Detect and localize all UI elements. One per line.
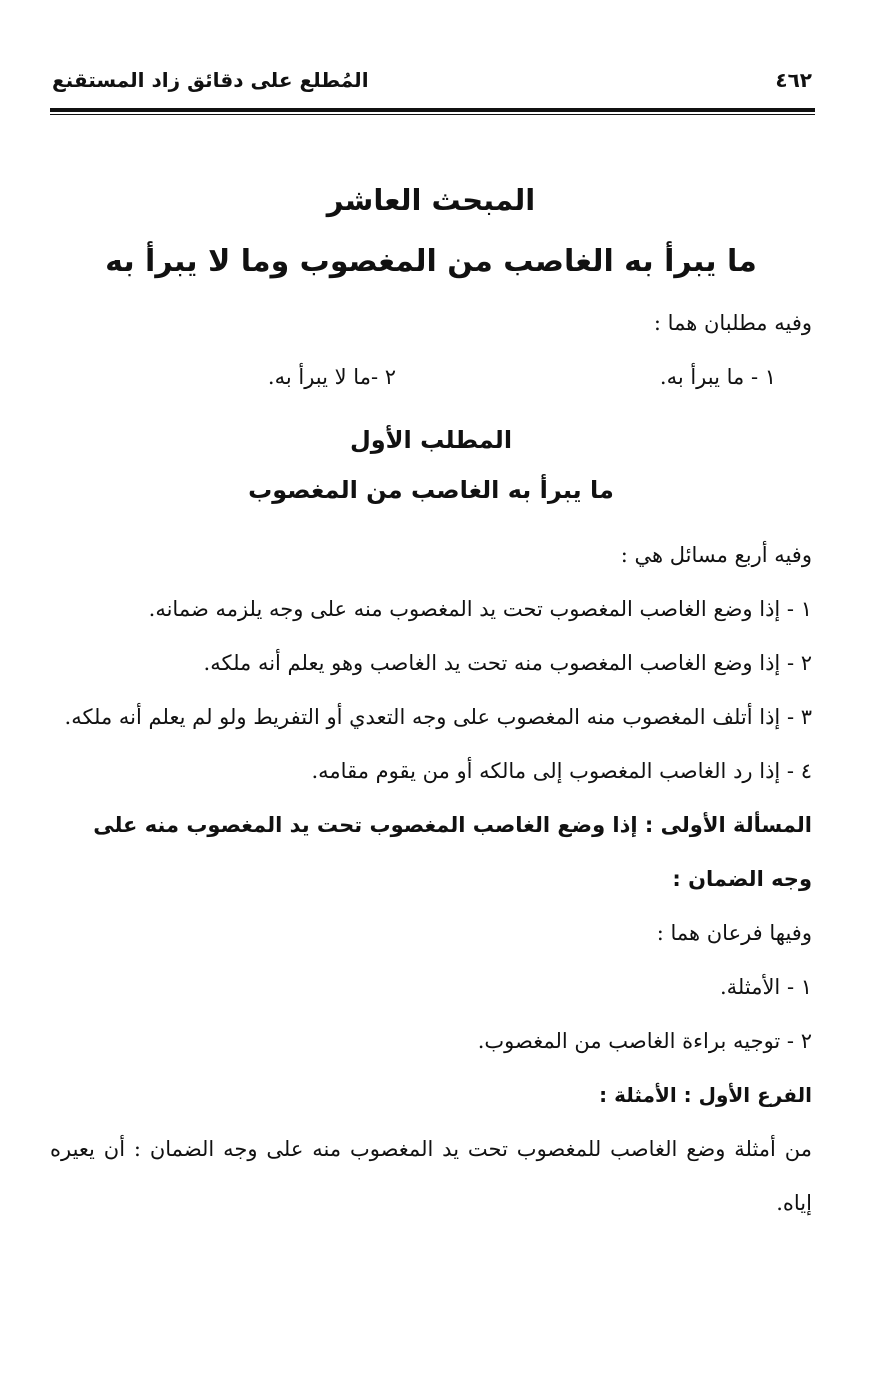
issue-item-1: ١ - إذا وضع الغاصب المغصوب تحت يد المغصوب منه على وجه يلزمه ضمانه. bbox=[148, 597, 812, 621]
header-rule-thin bbox=[50, 114, 815, 115]
book-title: المُطلع على دقائق زاد المستقنع bbox=[52, 68, 369, 92]
intro-list bbox=[50, 350, 812, 404]
first-branch-text: من أمثلة وضع الغاصب للمغصوب تحت يد المغصوب منه على وجه الضمان : أن يعيره إياه. bbox=[50, 1137, 812, 1215]
issue-item-3: ٣ - إذا أتلف المغصوب منه المغصوب على وجه التعدي أو التفريط ولو لم يعلم أنه ملكه. bbox=[64, 705, 812, 729]
section-heading: المبحث العاشر bbox=[326, 183, 536, 217]
section-title: ما يبرأ به الغاصب من المغصوب وما لا يبرأ به bbox=[105, 244, 757, 279]
branch-item-2: ٢ - توجيه براءة الغاصب من المغصوب. bbox=[477, 1029, 812, 1053]
first-branch-heading: الفرع الأول : الأمثلة : bbox=[599, 1083, 812, 1107]
branches-intro: وفيها فرعان هما : bbox=[656, 921, 812, 945]
issues-intro: وفيه أربع مسائل هي : bbox=[620, 543, 812, 567]
subsection-title: ما يبرأ به الغاصب من المغصوب bbox=[248, 476, 614, 504]
page-body bbox=[50, 170, 812, 1230]
page-header bbox=[52, 68, 812, 102]
intro-item-2: ٢ -ما لا يبرأ به. bbox=[267, 365, 396, 389]
branch-item-1: ١ - الأمثلة. bbox=[719, 975, 812, 999]
issue-item-2: ٢ - إذا وضع الغاصب المغصوب منه تحت يد الغاصب وهو يعلم أنه ملكه. bbox=[203, 651, 812, 675]
page-number: ٤٦٢ bbox=[775, 68, 812, 92]
subsection-heading: المطلب الأول bbox=[349, 426, 513, 454]
intro-item-1: ١ - ما يبرأ به. bbox=[659, 365, 776, 389]
first-issue-heading: المسألة الأولى : إذا وضع الغاصب المغصوب تحت يد المغصوب منه على وجه الضمان : bbox=[93, 813, 812, 891]
intro-text: وفيه مطلبان هما : bbox=[653, 311, 812, 335]
header-rule-thick bbox=[50, 108, 815, 112]
issue-item-4: ٤ - إذا رد الغاصب المغصوب إلى مالكه أو من يقوم مقامه. bbox=[311, 759, 812, 783]
